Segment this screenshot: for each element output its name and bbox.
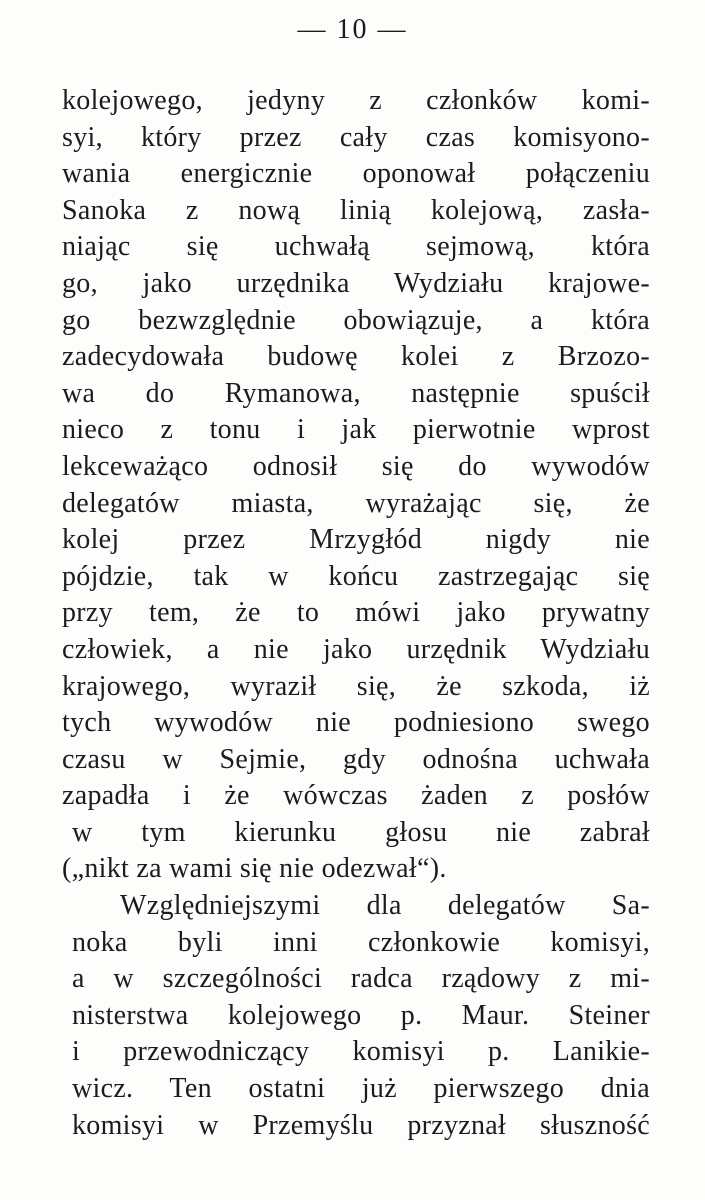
text-line: wa do Rymanowa, następnie spuścił	[62, 377, 650, 409]
text-line: pójdzie, tak w końcu zastrzegając się	[62, 560, 650, 592]
body-text	[62, 83, 650, 1144]
text-line: wicz. Ten ostatni już pierwszego dnia	[72, 1073, 650, 1105]
text-line: Sanoka z nową linią kolejową, zasła-	[62, 194, 650, 226]
paragraph-end-line: („nikt za wami się nie odezwał“).	[62, 853, 447, 885]
text-line: go, jako urzędnika Wydziału krajowe-	[62, 267, 650, 299]
page-number: — 10 —	[297, 14, 408, 45]
text-line: przy tem, że to mówi jako prywatny	[62, 597, 650, 629]
text-line: go bezwzględnie obowiązuje, a która	[62, 304, 650, 336]
text-line: kolejowego, jedyny z członków komi-	[62, 85, 650, 116]
text-line: wania energicznie oponował połączeniu	[62, 158, 650, 190]
text-line: a w szczególności radca rządowy z mi-	[72, 963, 650, 995]
text-line: czasu w Sejmie, gdy odnośna uchwała	[62, 743, 650, 775]
text-line: tych wywodów nie podniesiono swego	[62, 707, 650, 739]
text-line: człowiek, a nie jako urzędnik Wydziału	[62, 633, 650, 665]
text-line: komisyi w Przemyślu przyznał słuszność	[72, 1109, 650, 1141]
text-line: niając się uchwałą sejmową, która	[62, 231, 650, 263]
text-line: zadecydowała budowę kolei z Brzozo-	[62, 341, 650, 373]
text-line: i przewodniczący komisyi p. Lanikie-	[72, 1036, 650, 1068]
text-line: noka byli inni członkowie komisyi,	[72, 926, 650, 958]
text-line: w tym kierunku głosu nie zabrał	[72, 816, 650, 848]
text-line: syi, który przez cały czas komisyono-	[62, 121, 650, 153]
text-line: delegatów miasta, wyrażając się, że	[62, 487, 650, 519]
paragraph-start-line: Względniejszymi dla delegatów Sa-	[120, 890, 650, 922]
text-line: kolej przez Mrzygłód nigdy nie	[62, 524, 650, 556]
text-line: krajowego, wyraził się, że szkoda, iż	[62, 670, 650, 702]
text-line: lekceważąco odnosił się do wywodów	[62, 450, 650, 482]
text-line: nisterstwa kolejowego p. Maur. Steiner	[72, 999, 650, 1031]
text-line: nieco z tonu i jak pierwotnie wprost	[62, 414, 650, 446]
text-line: zapadła i że wówczas żaden z posłów	[62, 780, 650, 812]
